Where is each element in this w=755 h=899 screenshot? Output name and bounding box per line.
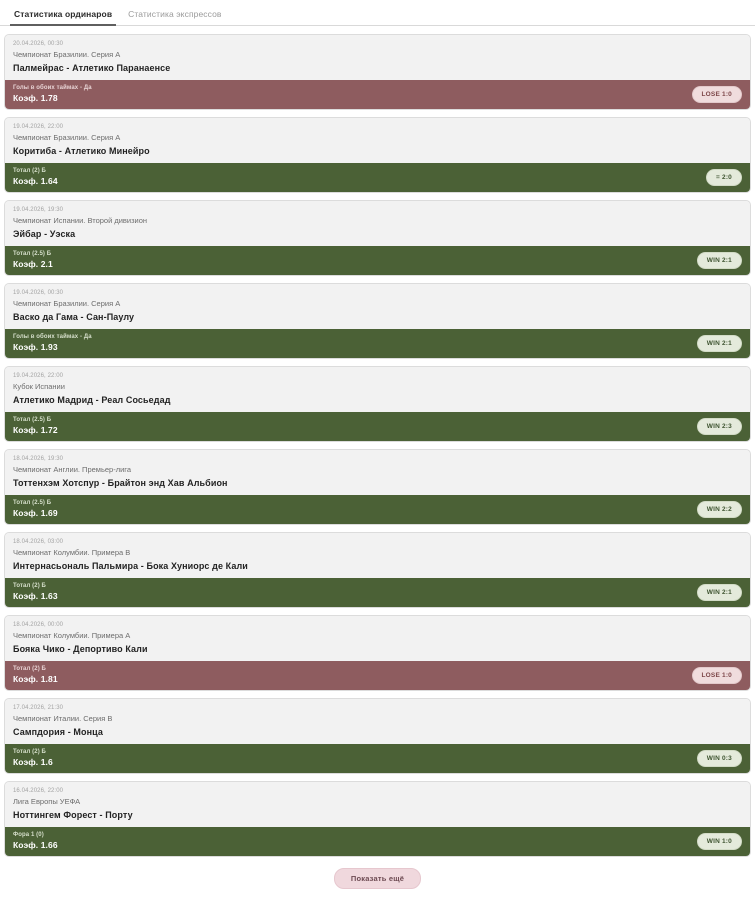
bet-coefficient: Коэф. 2.1 <box>13 259 53 269</box>
bet-match: Эйбар - Уэска <box>13 229 76 239</box>
bet-outcome-bar <box>5 163 750 192</box>
bet-outcome-bar <box>5 246 750 275</box>
bet-date: 18.04.2026, 19:30 <box>13 456 64 462</box>
bet-coefficient: Коэф. 1.93 <box>13 342 58 352</box>
bet-pick-wrap <box>13 416 58 436</box>
bet-league: Чемпионат Англии. Премьер-лига <box>13 465 131 474</box>
bet-pick-wrap <box>13 831 58 851</box>
bet-info <box>5 616 750 661</box>
status-badge: WIN 1:0 <box>697 833 742 850</box>
bet-pick-wrap <box>13 582 58 602</box>
bet-coefficient: Коэф. 1.78 <box>13 93 58 103</box>
status-badge: WIN 2:1 <box>697 335 742 352</box>
status-badge: WIN 2:1 <box>697 252 742 269</box>
bet-league: Чемпионат Испании. Второй дивизион <box>13 216 148 225</box>
bet-outcome-bar <box>5 661 750 690</box>
bet-date: 19.04.2026, 19:30 <box>13 207 64 213</box>
statistics-tabs <box>0 0 755 26</box>
bet-coefficient: Коэф. 1.6 <box>13 757 53 767</box>
bet-outcome-bar <box>5 412 750 441</box>
bet-league: Лига Европы УЕФА <box>13 797 81 806</box>
tab-accumulators-statistics[interactable] <box>120 3 229 25</box>
status-badge: WIN 0:3 <box>697 750 742 767</box>
bet-league: Чемпионат Колумбии. Примера B <box>13 548 131 557</box>
bet-pick: Тотал (2.5) Б <box>13 251 52 257</box>
bet-date: 16.04.2026, 22:00 <box>13 788 64 794</box>
bet-pick: Тотал (2.5) Б <box>13 500 52 506</box>
bet-pick-wrap <box>13 333 92 353</box>
status-badge: LOSE 1:0 <box>692 667 743 684</box>
bet-coefficient: Коэф. 1.64 <box>13 176 58 186</box>
status-badge: WIN 2:3 <box>697 418 742 435</box>
bet-match: Сампдория - Монца <box>13 727 103 737</box>
list-item[interactable] <box>4 615 751 691</box>
bet-pick-wrap <box>13 499 58 519</box>
bet-outcome-bar <box>5 80 750 109</box>
bet-info <box>5 782 750 827</box>
bet-pick-wrap <box>13 748 53 768</box>
bet-date: 18.04.2026, 00:00 <box>13 622 64 628</box>
list-item[interactable] <box>4 449 751 525</box>
bet-league: Кубок Испании <box>13 382 65 391</box>
bet-info <box>5 533 750 578</box>
bet-pick: Фора 1 (0) <box>13 832 44 838</box>
bet-league: Чемпионат Бразилии. Серия A <box>13 133 121 142</box>
tab-accumulators-statistics-label: Статистика экспрессов <box>128 9 222 19</box>
bet-info <box>5 367 750 412</box>
bet-date: 17.04.2026, 21:30 <box>13 705 64 711</box>
status-badge: WIN 2:2 <box>697 501 742 518</box>
show-more-button[interactable]: Показать ещё <box>334 868 421 889</box>
bet-pick: Голы в обоих таймах - Да <box>13 334 92 340</box>
bet-pick: Тотал (2) Б <box>13 583 46 589</box>
bet-pick-wrap <box>13 84 92 104</box>
bet-league: Чемпионат Италии. Серия B <box>13 714 113 723</box>
bet-match: Бояка Чико - Депортиво Кали <box>13 644 148 654</box>
bet-date: 19.04.2026, 22:00 <box>13 373 64 379</box>
bet-match: Васко да Гама - Сан-Паулу <box>13 312 135 322</box>
list-item[interactable] <box>4 366 751 442</box>
bet-pick: Тотал (2) Б <box>13 749 46 755</box>
bet-match: Палмейрас - Атлетико Паранаенсе <box>13 63 171 73</box>
bet-info <box>5 284 750 329</box>
bet-pick: Тотал (2.5) Б <box>13 417 52 423</box>
bet-info <box>5 35 750 80</box>
tab-singles-statistics-label: Статистика ординаров <box>14 9 113 19</box>
bet-match: Атлетико Мадрид - Реал Сосьедад <box>13 395 171 405</box>
bet-match: Тоттенхэм Хотспур - Брайтон энд Хав Альбион <box>13 478 228 488</box>
bet-league: Чемпионат Колумбии. Примера A <box>13 631 131 640</box>
bet-info <box>5 118 750 163</box>
list-item[interactable] <box>4 781 751 857</box>
list-item[interactable] <box>4 34 751 110</box>
bet-league: Чемпионат Бразилии. Серия A <box>13 50 121 59</box>
bet-coefficient: Коэф. 1.72 <box>13 425 58 435</box>
bet-date: 19.04.2026, 00:30 <box>13 290 64 296</box>
list-item[interactable] <box>4 532 751 608</box>
bet-match: Интернасьональ Пальмира - Бока Хуниорс де Кали <box>13 561 248 571</box>
bet-pick-wrap <box>13 167 58 187</box>
bet-match: Коритиба - Атлетико Минейро <box>13 146 150 156</box>
bet-date: 18.04.2026, 03:00 <box>13 539 64 545</box>
status-badge: LOSE 1:0 <box>692 86 743 103</box>
bet-coefficient: Коэф. 1.81 <box>13 674 58 684</box>
tab-singles-statistics[interactable] <box>6 3 120 25</box>
bet-date: 19.04.2026, 22:00 <box>13 124 64 130</box>
bet-list <box>0 26 755 857</box>
bet-info <box>5 201 750 246</box>
bet-league: Чемпионат Бразилии. Серия A <box>13 299 121 308</box>
bet-pick-wrap <box>13 665 58 685</box>
bet-match: Ноттингем Форест - Порту <box>13 810 133 820</box>
bet-pick: Голы в обоих таймах - Да <box>13 85 92 91</box>
list-item[interactable] <box>4 200 751 276</box>
list-footer <box>0 864 755 899</box>
bet-outcome-bar <box>5 329 750 358</box>
bet-outcome-bar <box>5 744 750 773</box>
bet-outcome-bar <box>5 578 750 607</box>
bet-outcome-bar <box>5 827 750 856</box>
bet-info <box>5 699 750 744</box>
bet-outcome-bar <box>5 495 750 524</box>
bet-pick: Тотал (2) Б <box>13 168 46 174</box>
bet-date: 20.04.2026, 00:30 <box>13 41 64 47</box>
bet-coefficient: Коэф. 1.63 <box>13 591 58 601</box>
status-badge: = 2:0 <box>706 169 742 186</box>
list-item[interactable] <box>4 117 751 193</box>
bet-info <box>5 450 750 495</box>
bet-pick-wrap <box>13 250 53 270</box>
bet-coefficient: Коэф. 1.66 <box>13 840 58 850</box>
list-item[interactable] <box>4 283 751 359</box>
status-badge: WIN 2:1 <box>697 584 742 601</box>
bet-pick: Тотал (2) Б <box>13 666 46 672</box>
list-item[interactable] <box>4 698 751 774</box>
bet-coefficient: Коэф. 1.69 <box>13 508 58 518</box>
